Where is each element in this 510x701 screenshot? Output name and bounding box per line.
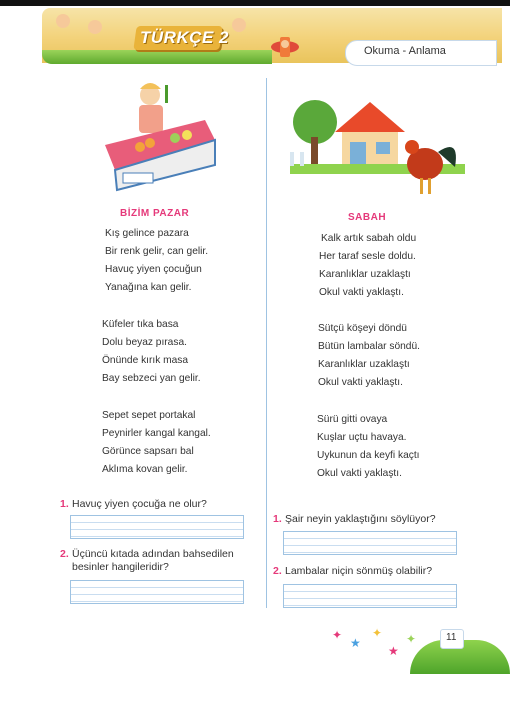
poem-line: Dolu beyaz pırasa. xyxy=(102,337,187,348)
poem-line: Her taraf sesle doldu. xyxy=(319,251,416,262)
poem-line: Peynirler kangal kangal. xyxy=(102,428,211,439)
banner-grass xyxy=(42,50,272,64)
poem-title-left: BİZİM PAZAR xyxy=(120,208,190,219)
poem-line: Uykunun da keyfi kaçtı xyxy=(317,450,420,461)
poem-title-right: SABAH xyxy=(348,212,387,223)
answer-field[interactable] xyxy=(283,584,457,608)
star-icon: ✦ xyxy=(406,632,417,646)
poem-line: Aklıma kovan gelir. xyxy=(102,464,188,475)
poem-line: Okul vakti yaklaştı. xyxy=(318,377,403,388)
star-icon: ✦ xyxy=(372,626,383,640)
poem-line: Yanağına kan gelir. xyxy=(105,282,192,293)
child-figure-icon xyxy=(232,18,246,32)
poem-line: Okul vakti yaklaştı. xyxy=(317,468,402,479)
star-icon: ★ xyxy=(350,636,361,650)
poem-line: Karanlıklar uzaklaştı xyxy=(318,359,410,370)
answer-field[interactable] xyxy=(70,580,244,604)
poem-line: Bay sebzeci yan gelir. xyxy=(102,373,201,384)
question-text: besinler hangileridir? xyxy=(72,561,169,573)
poem-line: Kuşlar uçtu havaya. xyxy=(317,432,407,443)
answer-field[interactable] xyxy=(283,531,457,555)
star-icon: ✦ xyxy=(332,628,343,642)
poem-line: Kış gelince pazara xyxy=(105,228,189,239)
poem-line: Bütün lambalar söndü. xyxy=(318,341,420,352)
poem-line: Sürü gitti ovaya xyxy=(317,414,388,425)
poem-line: Okul vakti yaklaştı. xyxy=(319,287,404,298)
column-divider xyxy=(266,78,267,608)
topic-title: Okuma - Anlama xyxy=(364,45,446,57)
poem-line: Bir renk gelir, can gelir. xyxy=(105,246,209,257)
poem-line: Küfeler tıka basa xyxy=(102,319,179,330)
question-text: Lambalar niçin sönmüş olabilir? xyxy=(285,565,433,577)
question-text: Şair neyin yaklaştığını söylüyor? xyxy=(285,513,436,525)
subject-title: TÜRKÇE 2 xyxy=(140,28,230,47)
question-number: 1. xyxy=(273,513,282,525)
poem-line: Karanlıklar uzaklaştı xyxy=(319,269,411,280)
poem-line: Havuç yiyen çocuğun xyxy=(105,264,202,275)
child-figure-icon xyxy=(88,20,102,34)
scan-top-edge xyxy=(0,0,510,6)
page-number: 11 xyxy=(446,632,457,643)
vegetable-vendor-illustration xyxy=(95,75,220,195)
poem-line: Kalk artık sabah oldu xyxy=(321,233,417,244)
question-text: Üçüncü kıtada adından bahsedilen xyxy=(72,548,234,560)
poem-line: Sepet sepet portakal xyxy=(102,410,196,421)
poem-line: Önünde kırık masa xyxy=(102,355,189,366)
question-text: Havuç yiyen çocuğa ne olur? xyxy=(72,498,207,510)
answer-field[interactable] xyxy=(70,515,244,539)
star-icon: ★ xyxy=(388,644,399,658)
question-number: 1. xyxy=(60,498,69,510)
house-rooster-illustration xyxy=(290,92,465,197)
question-number: 2. xyxy=(273,565,282,577)
poem-line: Görünce sapsarı bal xyxy=(102,446,194,457)
child-figure-icon xyxy=(56,14,70,28)
airplane-icon xyxy=(265,34,305,58)
question-number: 2. xyxy=(60,548,69,560)
poem-line: Sütçü köşeyi döndü xyxy=(318,323,407,334)
